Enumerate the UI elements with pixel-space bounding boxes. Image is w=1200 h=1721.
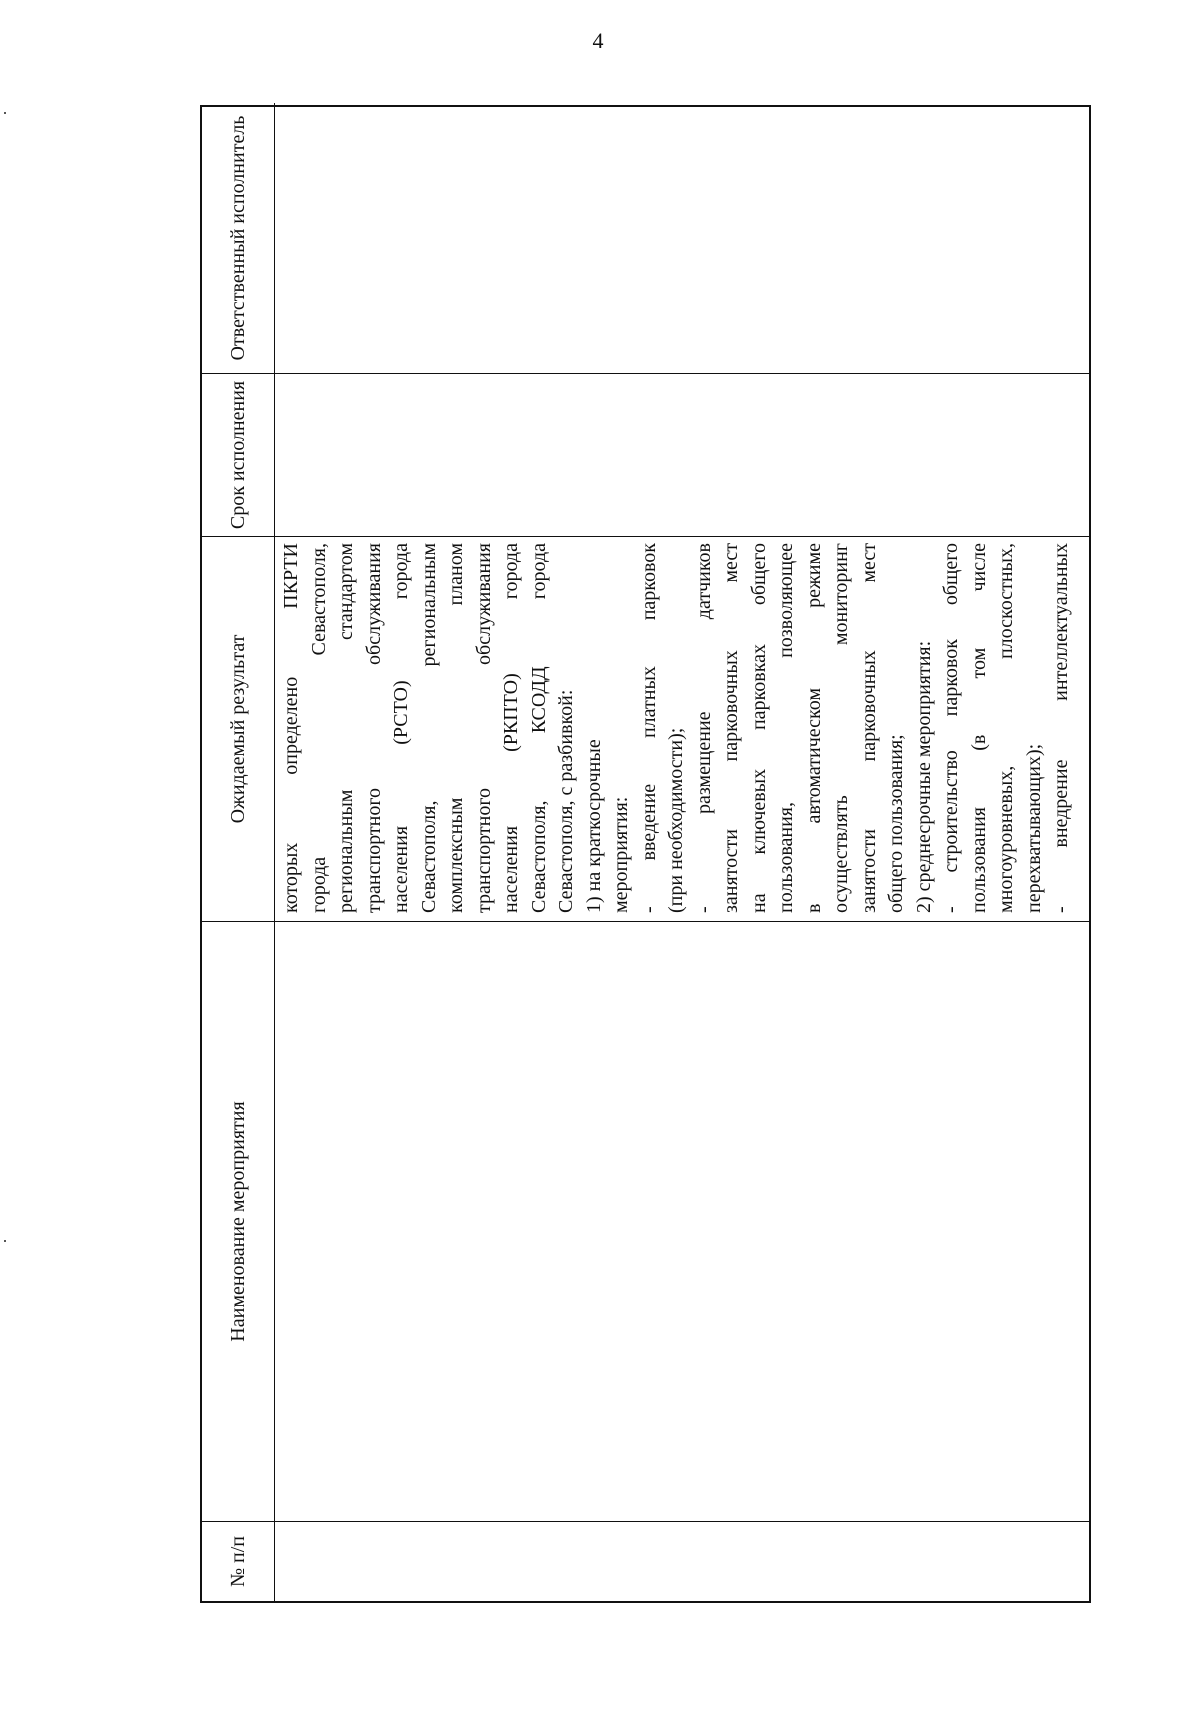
result-line: транспортного обслуживания	[362, 543, 385, 913]
result-line: мероприятия:	[610, 796, 632, 913]
result-line: - строительство парковок общего	[940, 543, 962, 913]
scan-artifact	[4, 112, 6, 114]
result-line: - введение платных парковок	[637, 543, 660, 913]
header-measure-name: Наименование мероприятия	[202, 922, 275, 1521]
result-line: Севастополя, с разбивкой:	[555, 689, 577, 913]
result-line: (при необходимости);	[665, 727, 687, 913]
page-number: 4	[592, 28, 604, 53]
result-line: Севастополя, КСОДД города	[527, 543, 550, 913]
column-expected-result	[202, 536, 1089, 921]
result-line: в автоматическом режиме	[802, 543, 825, 913]
result-line: которых определено ПКРТИ	[280, 543, 302, 913]
result-line: пользования (в том числе	[967, 543, 990, 913]
result-line: занятости парковочных мест	[720, 543, 742, 913]
result-line: транспортного обслуживания	[472, 543, 495, 913]
header-expected-result: Ожидаемый результат	[202, 537, 275, 921]
result-line: города Севастополя,	[307, 543, 330, 913]
result-line: общего пользования;	[885, 734, 907, 913]
result-line: населения (РСТО) города	[390, 543, 412, 913]
column-number	[202, 1521, 1089, 1601]
column-responsible	[202, 103, 1089, 373]
result-line: 1) на краткосрочные	[582, 739, 605, 913]
result-line: Севастополя, региональным	[417, 543, 440, 913]
result-line: - размещение датчиков	[692, 543, 715, 913]
result-line: перехватывающих);	[1022, 743, 1045, 913]
result-line: многоуровневых, плоскостных,	[995, 543, 1017, 913]
result-line: комплексным планом	[445, 543, 467, 913]
result-line: региональным стандартом	[335, 543, 357, 913]
header-number: № п/п	[202, 1522, 275, 1601]
result-line: осуществлять мониторинг	[830, 543, 852, 913]
column-measure-name	[202, 921, 1089, 1521]
scan-artifact	[4, 1240, 6, 1242]
header-responsible: Ответственный исполнитель	[202, 103, 275, 373]
measures-table	[200, 105, 1091, 1603]
result-line: - внедрение интеллектуальных	[1050, 543, 1072, 913]
result-line: 2) среднесрочные мероприятия:	[912, 640, 935, 913]
result-line: занятости парковочных мест	[857, 543, 880, 913]
expected-result-text	[278, 543, 1076, 913]
result-line: населения (РКПТО) города	[500, 543, 522, 913]
header-deadline: Срок исполнения	[202, 374, 275, 536]
result-line: пользования, позволяющее	[775, 543, 797, 913]
column-deadline	[202, 373, 1089, 536]
result-line: на ключевых парковках общего	[747, 543, 770, 913]
